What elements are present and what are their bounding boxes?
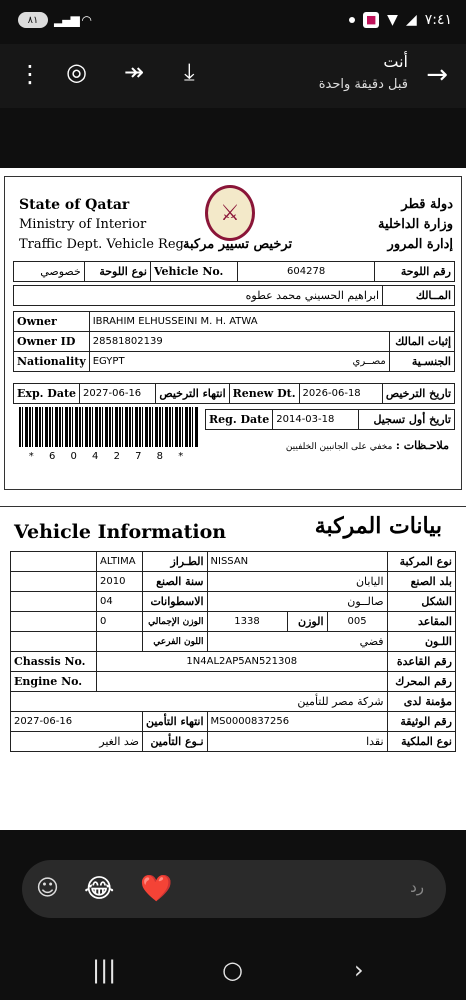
- exp-label: Exp. Date: [14, 384, 80, 404]
- shape-label: الشكل: [387, 592, 455, 612]
- cell-empty-1: [11, 552, 97, 572]
- policy-no: MS0000837256: [207, 712, 387, 732]
- insurer-label: مؤمنة لدى: [387, 692, 455, 712]
- nationality-ar-value: مصــري: [352, 356, 386, 367]
- status-signal-icon: ◢: [405, 12, 417, 28]
- model-label: الطـراز: [143, 552, 208, 572]
- dates-row: [13, 383, 455, 404]
- renew-date: 2026-06-18: [299, 384, 382, 404]
- subcolor: [97, 632, 143, 652]
- weight-label: الوزن: [287, 612, 327, 632]
- plate-type: خصوصي: [14, 262, 85, 282]
- owner-label: Owner: [14, 312, 90, 332]
- country: اليابان: [207, 572, 387, 592]
- laugh-reaction-icon[interactable]: 😂: [84, 874, 115, 904]
- vehicle-table: [10, 551, 456, 752]
- owner-id-label: Owner ID: [14, 332, 90, 352]
- vehicle-title-ar: بيانات المركبة: [314, 513, 442, 539]
- vehicle-no: 604278: [238, 262, 375, 282]
- owner-id-ar: إثبات المالك: [389, 332, 454, 352]
- vehicle-title-en: Vehicle Information: [14, 521, 227, 543]
- owner-id: 28581802139: [89, 332, 389, 352]
- renew-label: Renew Dt.: [229, 384, 299, 404]
- insurer: شركة مصر للتأمين: [11, 692, 388, 712]
- doc-title: ترخيص تسيير مركبة: [183, 237, 293, 252]
- app-notification-icon: ■: [363, 12, 379, 28]
- home-icon[interactable]: ○: [222, 956, 243, 984]
- weight: 1338: [207, 612, 287, 632]
- header-en-3: Traffic Dept. Vehicle Reg.: [19, 237, 188, 252]
- header-en: [19, 195, 188, 255]
- header-ar: [378, 195, 453, 255]
- reg-row: [205, 409, 455, 430]
- owner-ar-row: [13, 285, 455, 306]
- notes: [209, 439, 449, 452]
- cell-empty-5: [11, 632, 97, 652]
- back-arrow-icon[interactable]: →: [426, 60, 448, 90]
- nationality: EGYPT: [92, 356, 125, 367]
- nationality-values: [89, 352, 389, 372]
- cell-empty-2: [11, 572, 97, 592]
- plate-row: [13, 261, 455, 282]
- reg-label: Reg. Date: [206, 410, 273, 430]
- insurance-type-label: نـوع التأمين: [143, 732, 208, 752]
- heart-reaction-icon[interactable]: ❤️: [140, 874, 173, 904]
- sender-name: أنت: [383, 52, 408, 71]
- year: 2010: [97, 572, 143, 592]
- recent-apps-icon[interactable]: |||: [92, 956, 117, 984]
- exp-ar: انتهاء الترخيص: [156, 384, 229, 404]
- vehicle-no-label: Vehicle No.: [150, 262, 237, 282]
- renew-ar: تاريخ الترخيص: [382, 384, 454, 404]
- insurance-type: ضد الغير: [11, 732, 143, 752]
- engine-ar: رقم المحرك: [387, 672, 455, 692]
- header-ar-1: دولة قطر: [401, 197, 453, 212]
- make: NISSAN: [207, 552, 387, 572]
- engine-no: [97, 672, 388, 692]
- reply-input[interactable]: رد: [410, 878, 424, 896]
- barcode-number: * 6 0 4 2 7 8 *: [28, 451, 190, 462]
- plate-type-label: نوع اللوحة: [84, 262, 150, 282]
- nav-bar: [0, 948, 466, 1000]
- qatar-emblem-icon: ⚔: [205, 185, 255, 241]
- gross-weight-label: الوزن الإجمالي: [143, 612, 208, 632]
- subcolor-label: اللون الفرعي: [143, 632, 208, 652]
- insurance-exp: 2027-06-16: [11, 712, 143, 732]
- make-label: نوع المركبة: [387, 552, 455, 572]
- nationality-label: Nationality: [14, 352, 90, 372]
- vehicle-info-card: [0, 506, 466, 830]
- emoji-picker-icon[interactable]: ☺: [36, 876, 59, 901]
- clock: ٧:٤١: [424, 12, 452, 28]
- registration-card: [4, 176, 462, 490]
- cylinders-label: الاسطوانات: [143, 592, 208, 612]
- notes-label: ملاحـظات :: [395, 439, 449, 452]
- reg-date: 2014-03-18: [273, 410, 359, 430]
- wifi-icon: ▼: [387, 12, 398, 28]
- status-bar: [0, 0, 466, 44]
- insurance-exp-label: انتهاء التأمين: [143, 712, 208, 732]
- reg-ar: تاريخ أول تسجيل: [359, 410, 455, 430]
- more-options-icon[interactable]: ⋮: [18, 60, 42, 88]
- owner-ar-label: المــالك: [383, 286, 455, 306]
- seats: 005: [327, 612, 387, 632]
- cell-empty-3: [11, 592, 97, 612]
- chassis-label: Chassis No.: [11, 652, 97, 672]
- model: ALTIMA: [97, 552, 143, 572]
- ownership: نقدا: [207, 732, 387, 752]
- notes-value: مخفي على الجانبين الخلفيين: [285, 442, 393, 452]
- chassis-ar: رقم القاعدة: [387, 652, 455, 672]
- message-time: قبل دقيقة واحدة: [318, 77, 408, 92]
- header-en-2: Ministry of Interior: [19, 217, 147, 232]
- forward-icon[interactable]: ↠: [124, 58, 145, 86]
- exp-date: 2027-06-16: [80, 384, 156, 404]
- owner-details: [13, 311, 455, 372]
- barcode-bars: [19, 407, 199, 447]
- gross-weight: 0: [97, 612, 143, 632]
- add-sticker-icon[interactable]: ◎: [66, 58, 87, 86]
- download-icon[interactable]: ⤓: [184, 58, 195, 86]
- seats-label: المقاعد: [387, 612, 455, 632]
- back-nav-icon[interactable]: ›: [354, 956, 364, 984]
- plate-no-label: رقم اللوحة: [375, 262, 455, 282]
- owner-ar: ابراهيم الحسيني محمد عطوه: [14, 286, 383, 306]
- notification-dot: [349, 17, 355, 23]
- color: فضي: [207, 632, 387, 652]
- nationality-ar: الجنسـية: [389, 352, 454, 372]
- document-image: [0, 168, 466, 830]
- battery-icon: ٨١: [18, 12, 48, 28]
- signal-icon: ▂▄▆ ◠: [54, 13, 91, 27]
- header-ar-3: إدارة المرور: [387, 237, 453, 252]
- barcode: [19, 407, 199, 465]
- cell-empty-4: [11, 612, 97, 632]
- shape: صالــون: [207, 592, 387, 612]
- engine-label: Engine No.: [11, 672, 97, 692]
- year-label: سنة الصنع: [143, 572, 208, 592]
- cylinders: 04: [97, 592, 143, 612]
- color-label: اللـون: [387, 632, 455, 652]
- country-label: بلد الصنع: [387, 572, 455, 592]
- header-ar-2: وزارة الداخلية: [377, 217, 453, 232]
- chassis-no: 1N4AL2AP5AN521308: [97, 652, 388, 672]
- policy-label: رقم الوثيقة: [387, 712, 455, 732]
- sender-info: [319, 52, 408, 92]
- owner-name: IBRAHIM ELHUSSEINI M. H. ATWA: [89, 312, 454, 332]
- header-en-1: State of Qatar: [19, 197, 130, 213]
- ownership-label: نوع الملكية: [387, 732, 455, 752]
